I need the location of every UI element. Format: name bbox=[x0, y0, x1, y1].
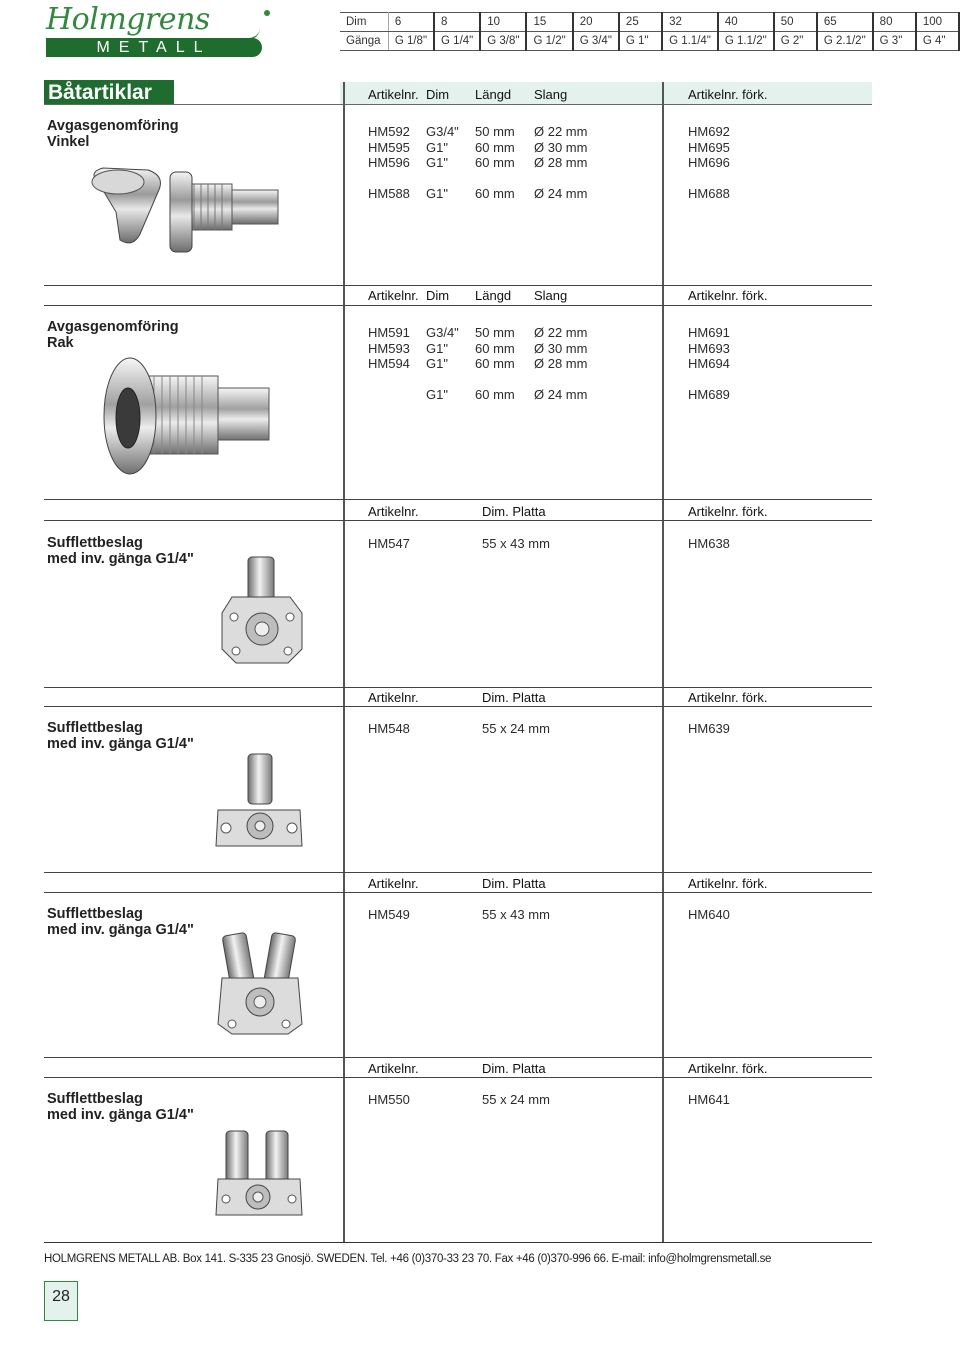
thread-size-table bbox=[340, 12, 960, 51]
product-title: Avgasgenomföring bbox=[47, 118, 179, 134]
table-cell: 60 mm bbox=[475, 140, 515, 155]
dim-cell: 32 bbox=[662, 13, 718, 32]
section-title: Båtartiklar bbox=[44, 80, 174, 105]
table-cell: HM639 bbox=[688, 721, 730, 736]
table-cell: HM696 bbox=[688, 155, 730, 170]
divider bbox=[44, 687, 872, 688]
table-cell: 55 x 24 mm bbox=[482, 721, 550, 736]
col-header-hose: Slang bbox=[534, 288, 568, 303]
column-rule bbox=[343, 82, 345, 1242]
dim-label: Dim bbox=[340, 13, 388, 32]
col-header-dim: Dim bbox=[426, 288, 450, 303]
table-cell: HM638 bbox=[688, 536, 730, 551]
canopy-fitting-image bbox=[218, 555, 308, 670]
table-cell: 60 mm bbox=[475, 387, 515, 402]
footer-rule bbox=[44, 1242, 872, 1243]
col-header-length: Längd bbox=[475, 87, 512, 102]
footer-address: HOLMGRENS METALL AB. Box 141. S-335 23 Gnosjö. SWEDEN. Tel. +46 (0)370-33 23 70. Fax +46 (0)370-996 66. E-mail: info@holmgrensmetall.se bbox=[44, 1253, 772, 1265]
table-cell: HM550 bbox=[368, 1092, 410, 1107]
table-cell: Ø 30 mm bbox=[534, 140, 588, 155]
product-subtitle: med inv. gänga G1/4" bbox=[47, 922, 194, 938]
table-cell: HM689 bbox=[688, 387, 730, 402]
col-header-dim: Dim bbox=[426, 87, 450, 102]
product-subtitle: Rak bbox=[47, 335, 74, 351]
thread-cell: G 3/8" bbox=[480, 32, 526, 51]
product-title: Sufflettbeslag bbox=[47, 720, 143, 736]
table-cell: Ø 30 mm bbox=[534, 341, 588, 356]
product-title: Avgasgenomföring bbox=[47, 319, 179, 335]
col-header-art: Artikelnr. bbox=[368, 87, 419, 102]
divider bbox=[44, 872, 872, 873]
exhaust-straight-image bbox=[98, 356, 273, 481]
table-cell: G1" bbox=[426, 140, 448, 155]
divider bbox=[44, 499, 872, 500]
product-title: Sufflettbeslag bbox=[47, 535, 143, 551]
table-cell: Ø 24 mm bbox=[534, 387, 588, 402]
table-cell: Ø 22 mm bbox=[534, 124, 588, 139]
header-band bbox=[340, 82, 872, 104]
thread-cell: G 1/2" bbox=[526, 32, 572, 51]
col-header-chrome: Artikelnr. förk. bbox=[688, 87, 768, 102]
thread-cell: G 3/4" bbox=[573, 32, 619, 51]
table-cell: G1" bbox=[426, 341, 448, 356]
table-cell: 50 mm bbox=[475, 325, 515, 340]
table-cell: HM596 bbox=[368, 155, 410, 170]
table-cell: HM641 bbox=[688, 1092, 730, 1107]
double-canopy-fitting-image bbox=[212, 928, 307, 1038]
table-cell: G1" bbox=[426, 387, 448, 402]
table-cell: HM694 bbox=[688, 356, 730, 371]
col-header-art: Artikelnr. bbox=[368, 876, 419, 891]
table-cell: 60 mm bbox=[475, 155, 515, 170]
product-title: Sufflettbeslag bbox=[47, 906, 143, 922]
table-cell: HM588 bbox=[368, 186, 410, 201]
col-header-length: Längd bbox=[475, 288, 512, 303]
thread-table-dim-row bbox=[340, 13, 959, 32]
table-cell: G1" bbox=[426, 356, 448, 371]
table-cell: Ø 28 mm bbox=[534, 155, 588, 170]
product-subtitle: med inv. gänga G1/4" bbox=[47, 736, 194, 752]
col-header-art: Artikelnr. bbox=[368, 690, 419, 705]
col-header-chrome: Artikelnr. förk. bbox=[688, 1061, 768, 1076]
dim-cell: 65 bbox=[817, 13, 873, 32]
dim-cell: 20 bbox=[573, 13, 619, 32]
dim-cell: 6 bbox=[388, 13, 434, 32]
table-cell: HM593 bbox=[368, 341, 410, 356]
dim-cell: 100 bbox=[916, 13, 959, 32]
divider bbox=[44, 104, 872, 105]
table-cell: 50 mm bbox=[475, 124, 515, 139]
table-cell: HM592 bbox=[368, 124, 410, 139]
divider bbox=[44, 1077, 872, 1078]
column-rule bbox=[662, 82, 664, 1242]
table-cell: G1" bbox=[426, 186, 448, 201]
thread-cell: G 2" bbox=[774, 32, 817, 51]
table-cell: Ø 24 mm bbox=[534, 186, 588, 201]
table-cell: HM591 bbox=[368, 325, 410, 340]
thread-cell: G 1" bbox=[619, 32, 662, 51]
product-subtitle: med inv. gänga G1/4" bbox=[47, 1107, 194, 1123]
table-cell: HM595 bbox=[368, 140, 410, 155]
divider bbox=[44, 892, 872, 893]
table-cell: G1" bbox=[426, 155, 448, 170]
table-cell: HM693 bbox=[688, 341, 730, 356]
dim-cell: 15 bbox=[526, 13, 572, 32]
col-header-chrome: Artikelnr. förk. bbox=[688, 876, 768, 891]
table-cell: 60 mm bbox=[475, 341, 515, 356]
divider bbox=[44, 706, 872, 707]
table-cell: HM547 bbox=[368, 536, 410, 551]
divider bbox=[44, 285, 872, 286]
col-header-art: Artikelnr. bbox=[368, 504, 419, 519]
col-header-plate: Dim. Platta bbox=[482, 690, 546, 705]
col-header-plate: Dim. Platta bbox=[482, 504, 546, 519]
dim-cell: 40 bbox=[718, 13, 774, 32]
col-header-hose: Slang bbox=[534, 87, 568, 102]
thread-cell: G 1/4" bbox=[434, 32, 480, 51]
col-header-plate: Dim. Platta bbox=[482, 1061, 546, 1076]
table-cell: Ø 22 mm bbox=[534, 325, 588, 340]
thread-cell: G 2.1/2" bbox=[817, 32, 873, 51]
table-cell: Ø 28 mm bbox=[534, 356, 588, 371]
logo-script: Holmgrens bbox=[46, 2, 210, 37]
product-subtitle: Vinkel bbox=[47, 134, 90, 150]
table-cell: HM640 bbox=[688, 907, 730, 922]
table-cell: 55 x 24 mm bbox=[482, 1092, 550, 1107]
col-header-chrome: Artikelnr. förk. bbox=[688, 288, 768, 303]
col-header-chrome: Artikelnr. förk. bbox=[688, 690, 768, 705]
page-number: 28 bbox=[44, 1281, 78, 1321]
exhaust-elbow-image bbox=[78, 162, 283, 262]
col-header-plate: Dim. Platta bbox=[482, 876, 546, 891]
col-header-chrome: Artikelnr. förk. bbox=[688, 504, 768, 519]
table-cell: HM692 bbox=[688, 124, 730, 139]
thread-cell: G 1/8" bbox=[388, 32, 434, 51]
divider bbox=[44, 1057, 872, 1058]
table-cell: HM695 bbox=[688, 140, 730, 155]
table-cell: HM688 bbox=[688, 186, 730, 201]
thread-label: Gänga bbox=[340, 32, 388, 51]
divider bbox=[44, 520, 872, 521]
thread-cell: G 3" bbox=[873, 32, 916, 51]
table-cell: 60 mm bbox=[475, 356, 515, 371]
table-cell: 60 mm bbox=[475, 186, 515, 201]
canopy-fitting-image bbox=[212, 752, 307, 852]
logo-dot bbox=[264, 10, 270, 16]
dim-cell: 10 bbox=[480, 13, 526, 32]
table-cell: G3/4" bbox=[426, 325, 459, 340]
thread-table-thread-row bbox=[340, 32, 959, 51]
divider bbox=[44, 305, 872, 306]
double-canopy-fitting-image bbox=[212, 1125, 307, 1225]
logo-metall-bar: METALL bbox=[46, 38, 262, 57]
table-cell: HM549 bbox=[368, 907, 410, 922]
thread-cell: G 4" bbox=[916, 32, 959, 51]
table-cell: HM548 bbox=[368, 721, 410, 736]
product-subtitle: med inv. gänga G1/4" bbox=[47, 551, 194, 567]
product-title: Sufflettbeslag bbox=[47, 1091, 143, 1107]
thread-cell: G 1.1/4" bbox=[662, 32, 718, 51]
table-cell: G3/4" bbox=[426, 124, 459, 139]
table-cell: 55 x 43 mm bbox=[482, 536, 550, 551]
thread-cell: G 1.1/2" bbox=[718, 32, 774, 51]
dim-cell: 25 bbox=[619, 13, 662, 32]
dim-cell: 80 bbox=[873, 13, 916, 32]
table-cell: 55 x 43 mm bbox=[482, 907, 550, 922]
dim-cell: 50 bbox=[774, 13, 817, 32]
table-cell: HM594 bbox=[368, 356, 410, 371]
col-header-art: Artikelnr. bbox=[368, 288, 419, 303]
dim-cell: 8 bbox=[434, 13, 480, 32]
col-header-art: Artikelnr. bbox=[368, 1061, 419, 1076]
table-cell: HM691 bbox=[688, 325, 730, 340]
